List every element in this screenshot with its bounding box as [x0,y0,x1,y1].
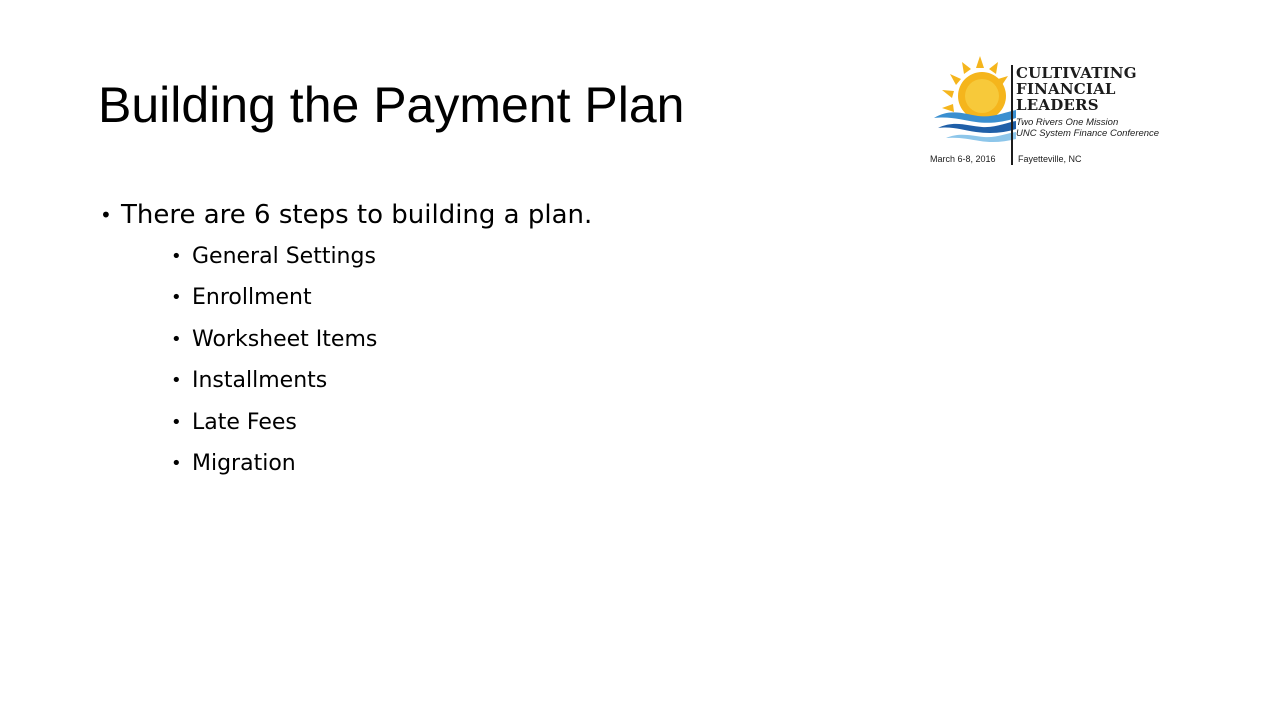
logo-tagline [1016,117,1159,139]
bullet-icon: • [171,287,182,309]
step-text: Migration [192,451,296,477]
logo-location: Fayetteville, NC [1018,154,1082,164]
step-text: Late Fees [192,409,297,435]
step-text: Enrollment [192,285,312,311]
bullet-icon: • [171,246,182,267]
slide-body [100,194,860,484]
list-item [100,194,860,484]
step-text: Installments [192,368,328,394]
bullet-icon: • [171,453,182,475]
logo-title-line: LEADERS [1016,96,1099,114]
logo-date: March 6-8, 2016 [930,154,996,164]
step-text: General Settings [192,244,376,269]
list-item [171,277,860,318]
list-item [171,443,860,484]
logo-divider [1011,65,1013,165]
bullet-icon: • [100,203,112,227]
logo-title [1016,65,1137,113]
logo-tagline-line: Two Rivers One Mission [1016,117,1119,128]
list-item [171,360,860,401]
steps-list [121,236,860,484]
bullet-icon: • [171,328,182,350]
bullet-list [100,194,860,484]
logo-title-line: FINANCIAL [1016,80,1116,98]
intro-bullet-text: There are 6 steps to building a plan. [121,200,593,230]
slide-title: Building the Payment Plan [98,77,685,133]
logo-tagline-line: UNC System Finance Conference [1016,128,1160,139]
step-text: Worksheet Items [192,326,378,352]
bullet-icon: • [171,411,182,433]
bullet-icon: • [171,370,182,392]
sun-and-waves-icon [920,52,1020,147]
list-item [171,402,860,443]
list-item [171,236,860,277]
logo-title-line: CULTIVATING [1016,64,1137,82]
conference-logo [920,52,1170,172]
list-item [171,319,860,360]
